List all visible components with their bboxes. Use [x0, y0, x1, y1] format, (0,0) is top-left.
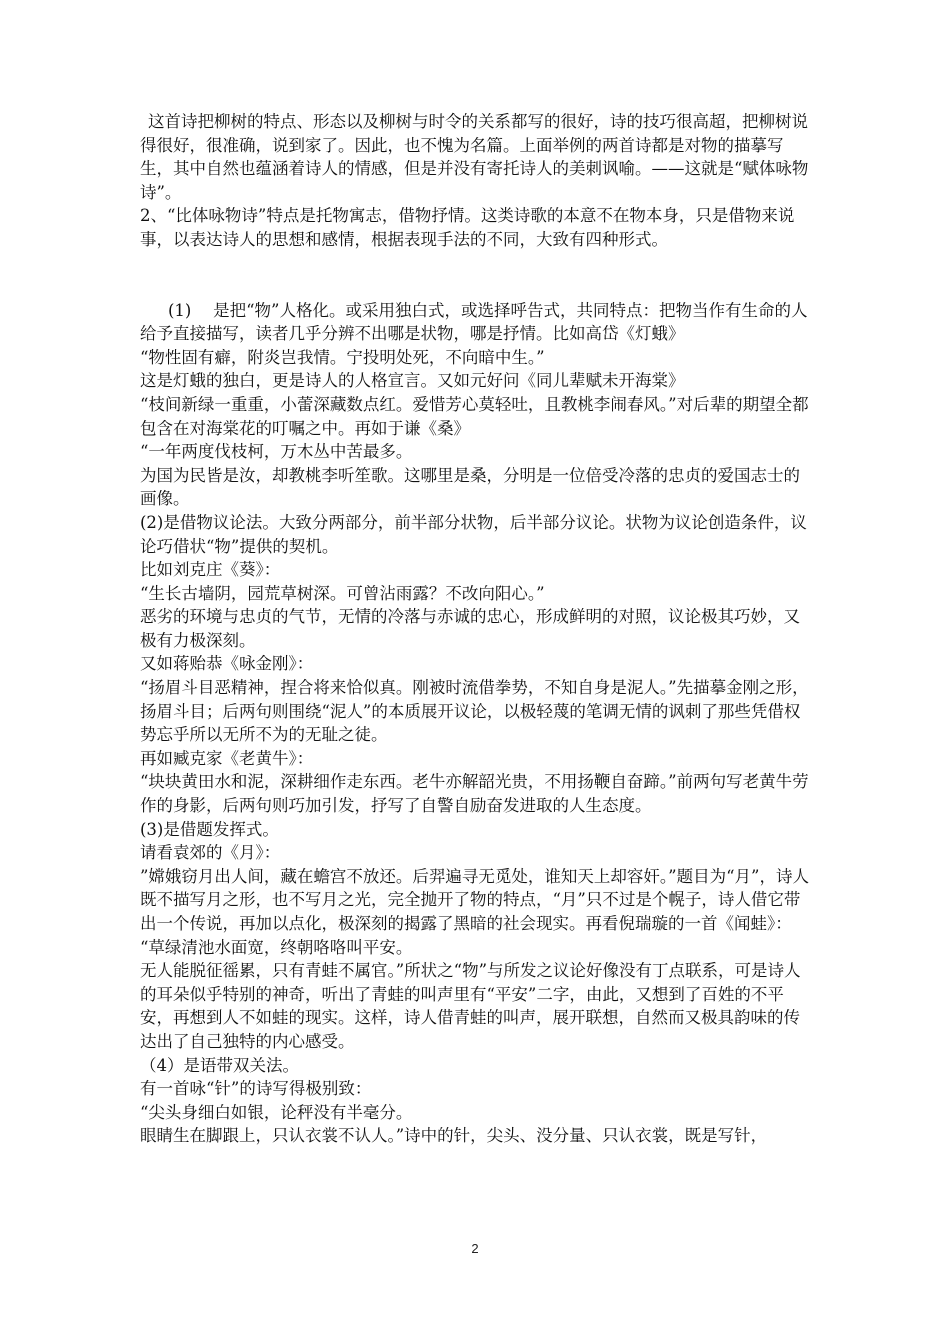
document-body [140, 110, 813, 1148]
section-heading: (3)是借题发挥式。 [140, 819, 279, 839]
section-heading: (2)是借物议论法。大致分两部分，前半部分状物，后半部分议论。状物为议论创造条件，议论巧借状“物”提供的契机。 [140, 512, 807, 556]
paragraph: 这首诗把柳树的特点、形态以及柳树与时令的关系都写的很好，诗的技巧很高超，把柳树说得很好，很准确，说到家了。因此，也不愧为名篇。上面举例的两首诗都是对物的描摹写生，其中自然也蕴涵着诗人的情感，但是并没有寄托诗人的美刺讽喻。——这就是“赋体咏物诗”。 [140, 112, 809, 202]
paragraph: 有一首咏“针”的诗写得极别致： [140, 1079, 372, 1099]
poem-quote: “枝间新绿一重重，小蕾深藏数点红。爱惜芳心莫轻吐，且教桃李闹春风。”对后辈的期望全都包含在对海棠花的叮嘱之中。再如于谦《桑》 [140, 394, 809, 438]
paragraph: 无人能脱征徭累，只有青蛙不属官。”所状之“物”与所发之议论好像没有丁点联系，可是诗人的耳朵似乎特别的神奇，听出了青蛙的叫声里有“平安”二字，由此，又想到了百姓的不平安，再想到人不如蛙的现实。这样，诗人借青蛙的叫声，展开联想，自然而又极具韵味的传达出了自己独特的内心感受。 [140, 961, 801, 1051]
page-number: 2 [471, 1241, 479, 1256]
paragraph: 恶劣的环境与忠贞的气节，无情的冷落与赤诚的忠心，形成鲜明的对照，议论极其巧妙，又极有力极深刻。 [140, 607, 800, 650]
paragraph: 比如刘克庄《葵》： [140, 560, 281, 580]
poem-quote: “一年两度伐枝柯，万木丛中苦最多。 [140, 442, 413, 462]
poem-quote: “块块黄田水和泥，深耕细作走东西。老牛亦解韶光贵，不用扬鞭自奋蹄。”前两句写老黄牛劳作的身影，后两句则巧加引发，抒写了自警自励奋发进取的人生态度。 [140, 772, 809, 816]
poem-quote: “生长古墙阴，园荒草树深。可曾沾雨露？不改向阳心。” [140, 583, 545, 603]
paragraph-gap [140, 252, 813, 299]
paragraph: 2、“比体咏物诗”特点是托物寓志，借物抒情。这类诗歌的本意不在物本身，只是借物来说事，以表达诗人的思想和感情，根据表现手法的不同，大致有四种形式。 [140, 206, 795, 249]
poem-quote: ”嫦娥窃月出人间，藏在蟾宫不放还。后羿遍寻无觅处，谁知天上却容奸。”题目为“月”，诗人既不描写月之形，也不写月之光，完全抛开了物的特点，“月”只不过是个幌子，诗人借它带出一个传说，再加以点化，极深刻的揭露了黑暗的社会现实。再看倪瑞璇的一首《闻蛙》： [140, 866, 809, 933]
paragraph: 又如蒋贻恭《咏金刚》： [140, 654, 314, 674]
poem-quote: “物性固有癖，附炎岂我情。宁投明处死，不向暗中生。” [140, 347, 545, 367]
paragraph: 请看袁郊的《月》： [140, 843, 281, 863]
paragraph: 这是灯蛾的独白，更是诗人的人格宣言。又如元好问《同儿辈赋未开海棠》 [140, 371, 685, 391]
section-heading: （4）是语带双关法。 [140, 1055, 299, 1075]
paragraph: 再如臧克家《老黄牛》： [140, 748, 314, 768]
paragraph: (1) 是把“物”人格化。或采用独白式，或选择呼告式，共同特点：把物当作有生命的人给予直接描写，读者几乎分辨不出哪是状物，哪是抒情。比如高岱《灯蛾》 [140, 300, 808, 344]
poem-quote: “草绿清池水面宽，终朝咯咯叫平安。 [140, 937, 413, 957]
poem-quote: “尖头身细白如银，论秤没有半毫分。 [140, 1102, 413, 1122]
paragraph: 为国为民皆是汝，却教桃李听笙歌。这哪里是桑，分明是一位倍受冷落的忠贞的爱国志士的画像。 [140, 465, 800, 509]
paragraph: 眼睛生在脚跟上，只认衣裳不认人。”诗中的针，尖头、没分量、只认衣裳，既是写针， [140, 1126, 768, 1146]
poem-quote: “扬眉斗目恶精神，捏合将来恰似真。刚被时流借拳势，不知自身是泥人。”先描摹金刚之形，扬眉斗目；后两句则围绕“泥人”的本质展开议论，以极轻蔑的笔调无情的讽刺了那些凭借权势忘乎所以无所不为的无耻之徒。 [140, 678, 809, 745]
